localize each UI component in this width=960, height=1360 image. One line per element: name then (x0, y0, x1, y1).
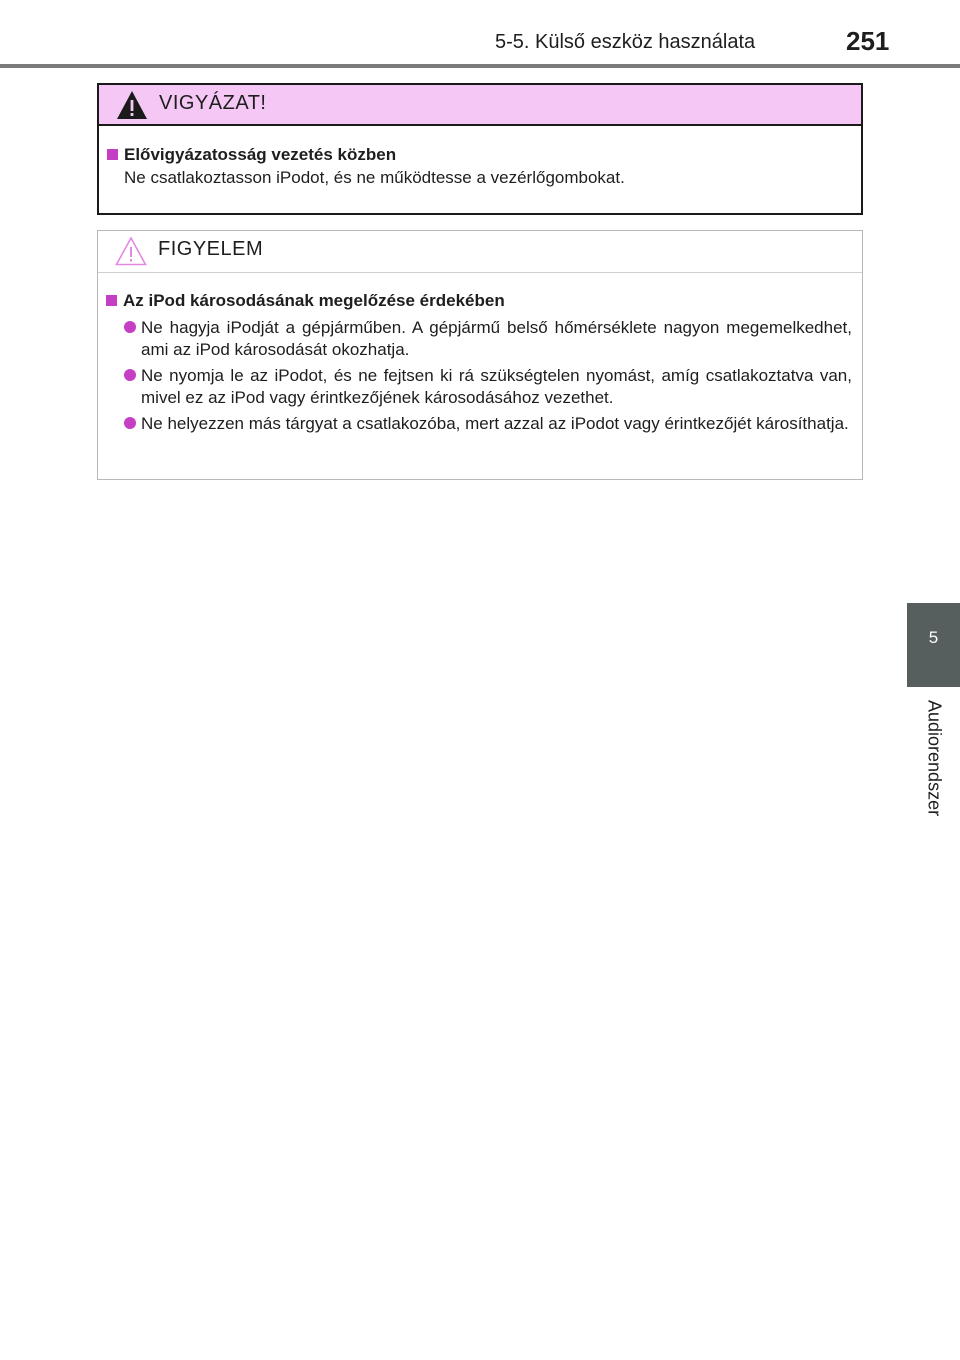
page-number: 251 (846, 26, 890, 56)
chapter-title-vertical (922, 700, 946, 840)
caution-box-header (99, 85, 861, 126)
caution-box (97, 83, 863, 215)
list-item-text: Ne helyezzen más tárgyat a csatlakozóba, mert azzal az iPodot vagy érintkezőjét károsíthatja. (141, 414, 849, 433)
caution-body: Ne csatlakoztasson iPodot, és ne működtesse a vezérlőgombokat. (124, 168, 625, 187)
notice-content (106, 291, 852, 435)
warning-triangle-filled-icon (116, 90, 148, 120)
list-item (106, 317, 852, 361)
notice-heading-row (106, 291, 852, 313)
list-item-text: Ne nyomja le az iPodot, és ne fejtsen ki rá szükségtelen nyomást, amíg csatlakoztatva van, mivel ez az iPod vagy érintkezőjének károsodásához vezethet. (141, 366, 852, 407)
chapter-title: Audiorendszer (924, 700, 945, 817)
square-bullet-icon (106, 295, 117, 306)
notice-box-header (98, 231, 862, 273)
square-bullet-icon (107, 149, 118, 160)
section-title: 5-5. Külső eszköz használata (495, 31, 756, 53)
caution-heading: Elővigyázatosság vezetés közben (124, 145, 397, 164)
circle-bullet-icon (124, 417, 136, 429)
caution-content (107, 145, 851, 189)
caution-label: VIGYÁZAT! (159, 92, 267, 114)
circle-bullet-icon (124, 321, 136, 333)
list-item (106, 365, 852, 409)
circle-bullet-icon (124, 369, 136, 381)
notice-label: FIGYELEM (158, 238, 264, 260)
warning-triangle-outline-icon (115, 236, 147, 266)
list-item (106, 413, 852, 435)
caution-heading-row (107, 145, 851, 167)
header-divider (0, 64, 960, 68)
chapter-tab (907, 603, 960, 687)
chapter-number: 5 (928, 628, 939, 647)
list-item-text: Ne hagyja iPodját a gépjárműben. A gépjármű belső hőmérséklete nagyon megemelkedhet, ami az iPod károsodását okozhatja. (141, 318, 852, 359)
notice-box (97, 230, 863, 480)
notice-heading: Az iPod károsodásának megelőzése érdekében (123, 291, 505, 310)
